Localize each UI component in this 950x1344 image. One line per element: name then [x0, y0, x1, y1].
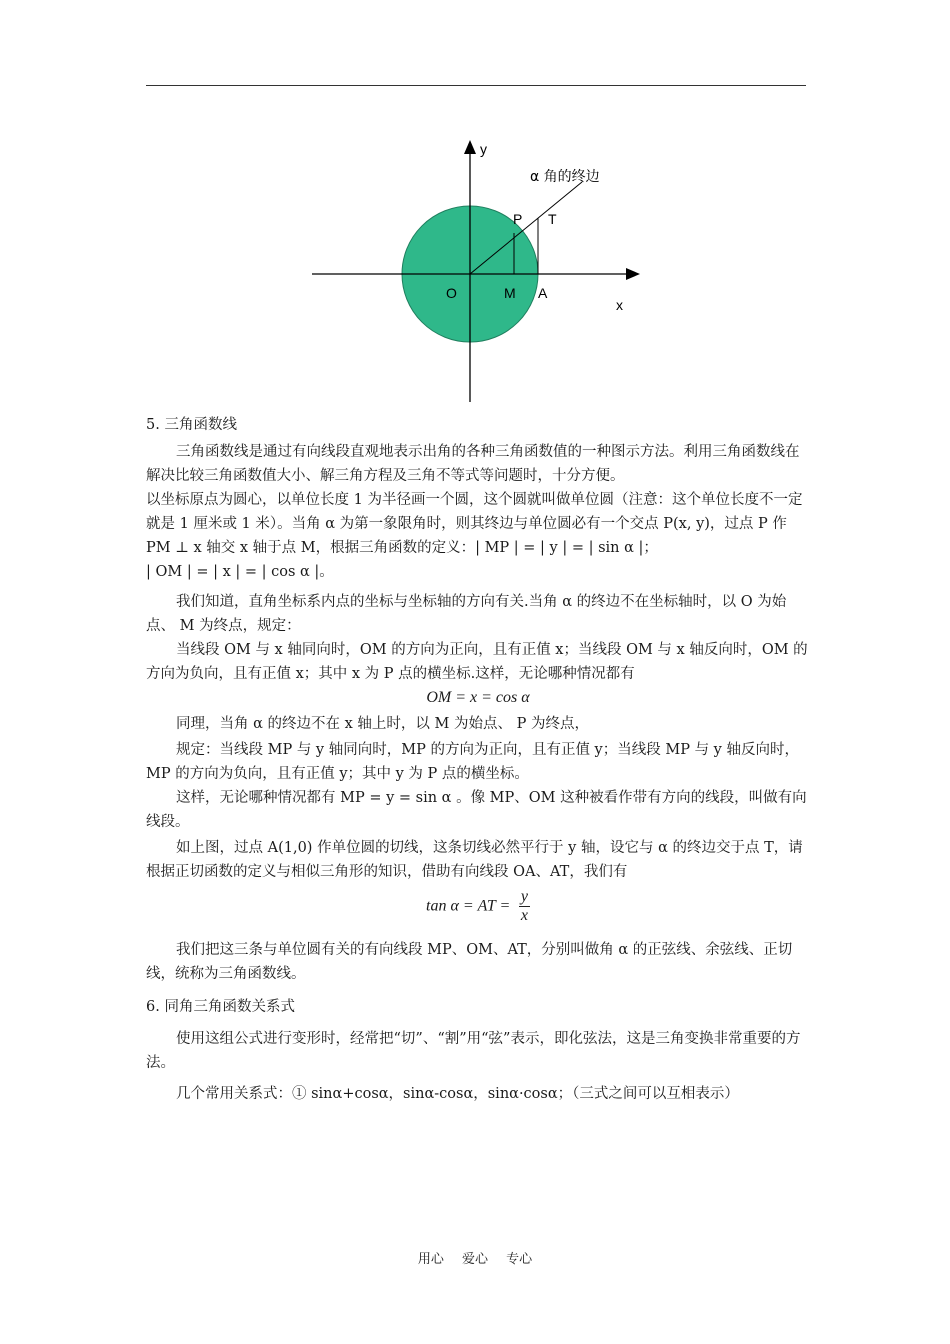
equation-tan-left: tan α = AT = [426, 897, 511, 915]
x-axis-arrow [626, 268, 640, 280]
equation-tan-fraction [519, 888, 530, 925]
label-a: A [538, 285, 548, 301]
s5-paragraph-4: 当线段 OM 与 x 轴同向时，OM 的方向为正向，且有正值 x；当线段 OM 与 x 轴反向时，OM 的方向为负向，且有正值 x；其中 x 为 P 点的横坐标.这样，无论哪种情况都有 [146, 642, 808, 682]
label-m: M [504, 285, 516, 301]
label-x: x [616, 297, 623, 313]
y-axis-arrow [464, 140, 476, 154]
label-y: y [480, 141, 487, 157]
s5-paragraph-1: 三角函数线是通过有向线段直观地表示出角的各种三角函数值的一种图示方法。利用三角函数线在解决比较三角函数值大小、解三角方程及三角不等式等问题时，十分方便。 [146, 444, 800, 484]
label-p: P [513, 211, 523, 227]
s5-paragraph-3: 我们知道，直角坐标系内点的坐标与坐标轴的方向有关.当角 α 的终边不在坐标轴时，以 O 为始点、 M 为终点，规定： [146, 594, 787, 634]
fraction-denominator: x [520, 907, 528, 924]
s6-paragraph-2: 几个常用关系式：① sinα+cosα，sinα-cosα，sinα·cosα；（三式之间可以互相表示） [176, 1086, 739, 1102]
s5-paragraph-9: 我们把这三条与单位圆有关的有向线段 MP、OM、AT，分别叫做角 α 的正弦线、余弦线、正切线，统称为三角函数线。 [146, 942, 793, 982]
s6-paragraph-1: 使用这组公式进行变形时，经常把“切”、“割”用“弦”表示，即化弦法，这是三角变换非常重要的方法。 [146, 1031, 801, 1071]
label-terminal-side: α 角的终边 [530, 169, 600, 185]
s5-paragraph-5: 同理，当角 α 的终边不在 x 轴上时，以 M 为始点、 P 为终点， [176, 716, 589, 732]
header-rule [146, 85, 806, 86]
s5-paragraph-8: 如上图，过点 A(1,0) 作单位圆的切线，这条切线必然平行于 y 轴，设它与 α 的终边交于点 T，请根据正切函数的定义与相似三角形的知识，借助有向线段 OA、AT，我们有 [146, 840, 803, 880]
s5-paragraph-2: 以坐标原点为圆心，以单位长度 1 为半径画一个圆，这个圆就叫做单位圆（注意：这个单位长度不一定就是 1 厘米或 1 米）。当角 α 为第一象限角时，则其终边与单位圆必有一个交点 P(x, y)，过点 P 作 PM ⊥ x 轴交 x 轴于点 M，根据三角函数的定义：| MP | = | y | = | sin α |； [146, 492, 803, 556]
section-5-heading: 5. 三角函数线 [146, 417, 237, 433]
s5-paragraph-2b: | OM | = | x | = | cos α |。 [146, 564, 334, 580]
fraction-numerator: y [520, 888, 528, 905]
s5-paragraph-7: 这样，无论哪种情况都有 MP = y = sin α 。像 MP、OM 这种被看作带有方向的线段，叫做有向线段。 [146, 790, 807, 830]
label-o: O [446, 285, 457, 301]
s5-paragraph-6: 规定：当线段 MP 与 y 轴同向时，MP 的方向为正向，且有正值 y；当线段 MP 与 y 轴反向时，MP 的方向为负向，且有正值 y；其中 y 为 P 点的横坐标。 [146, 742, 799, 782]
equation-tan [146, 888, 810, 925]
unit-circle-figure [300, 130, 660, 410]
page-footer: 用心 爱心 专心 [417, 1252, 533, 1267]
label-t: T [548, 211, 557, 227]
equation-om: OM = x = cos α [426, 689, 530, 706]
section-6-heading: 6. 同角三角函数关系式 [146, 999, 295, 1015]
